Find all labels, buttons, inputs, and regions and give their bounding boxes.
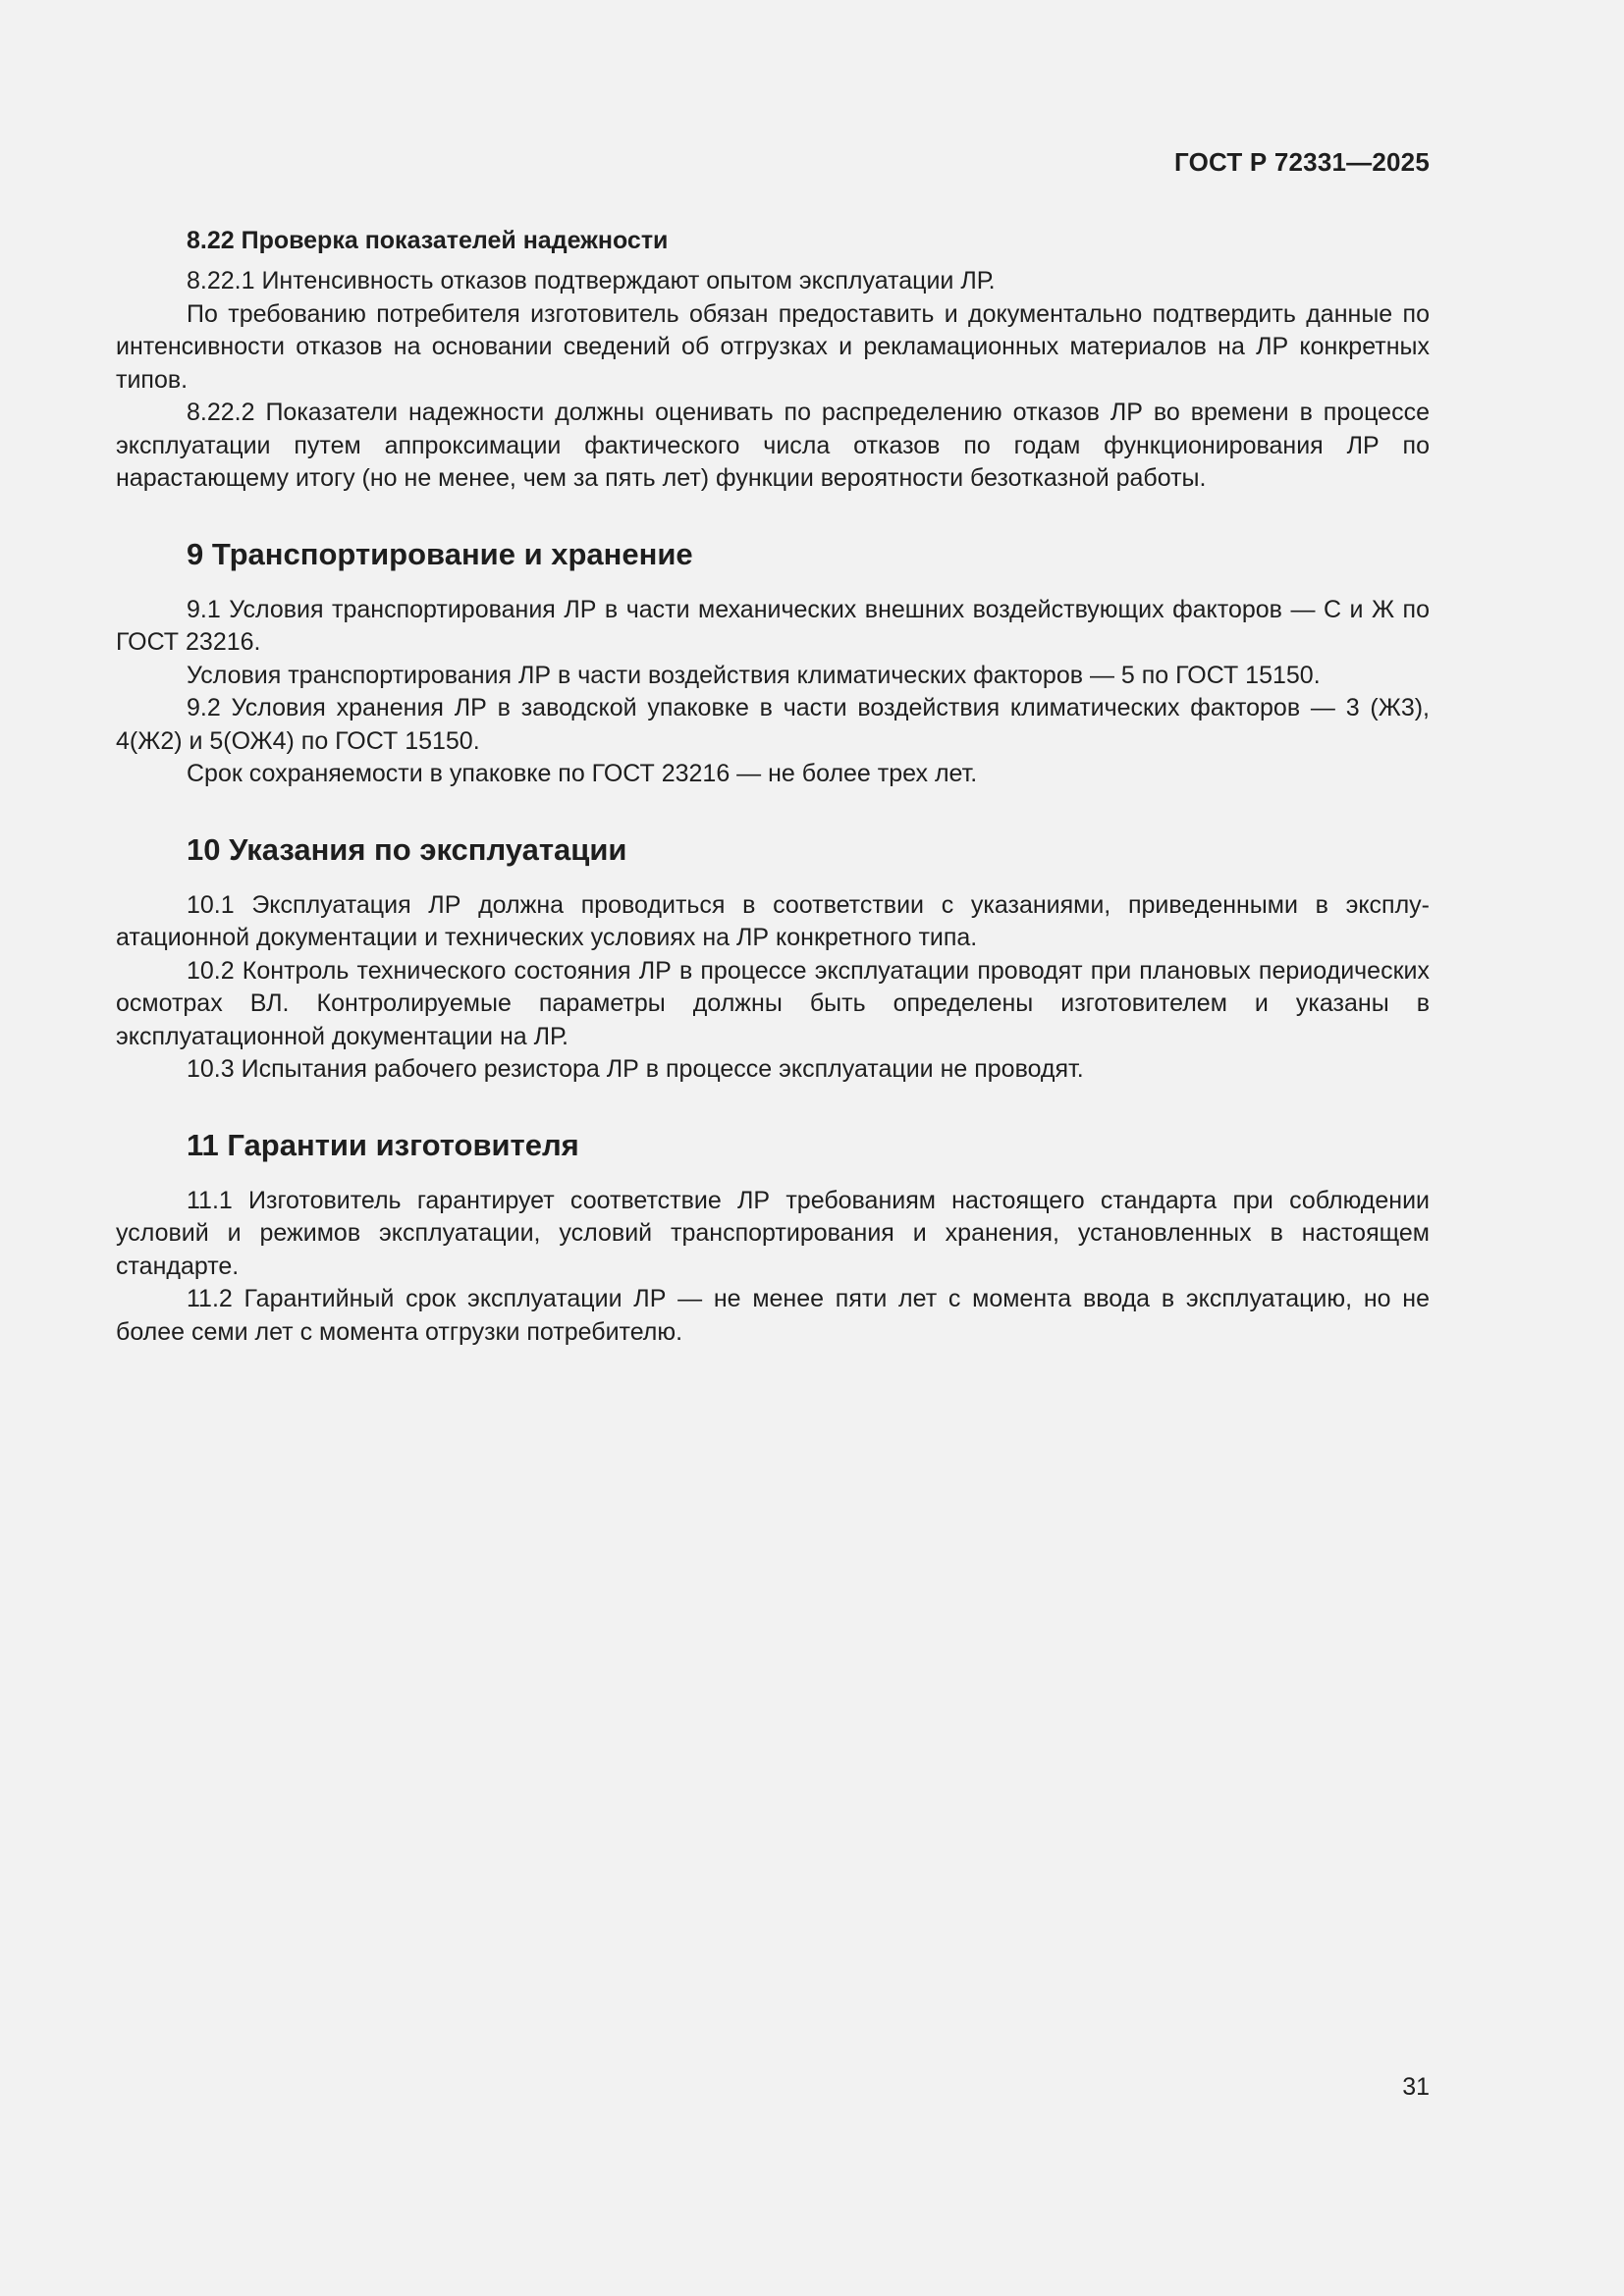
paragraph: 10.1 Эксплуатация ЛР должна проводиться в соответствии с указаниями, приведенными в эксплуатационной документации и технических условиях на ЛР конкретного типа. xyxy=(116,890,1430,951)
paragraph: 11.1 Изготовитель гарантирует соответствие ЛР требованиям настоящего стандарта при соблюдении условий и режимов эксплуатации, условий транспортирования и хранения, установленных в настоящем стандарте. xyxy=(116,1186,1430,1280)
paragraph: По требованию потребителя изготовитель обязан предоставить и документально подтвердить данные по интенсивности отказов на основании сведений об отгрузках и рекламационных материалов на ЛР конкретных типов. xyxy=(116,299,1430,394)
paragraph: 8.22.2 Показатели надежности должны оценивать по распределению отказов ЛР во времени в процессе эксплуатации путем аппроксимации фактического числа отказов по годам функционирования ЛР по нарастающему итогу (но не менее, чем за пять лет) функции вероятности безотказной работы. xyxy=(116,399,1430,492)
paragraph: 10.3 Испытания рабочего резистора ЛР в процессе эксплуатации не проводят. xyxy=(187,1055,1084,1083)
section-9 xyxy=(116,535,1430,791)
paragraph: 9.2 Условия хранения ЛР в заводской упаковке в части воздействия климатических факторов — 3 (Ж3), 4(Ж2) и 5(ОЖ4) по ГОСТ 15150. xyxy=(116,694,1430,755)
section-10 xyxy=(116,830,1430,1087)
section-heading: 11 Гарантии изготовителя xyxy=(187,1127,579,1162)
paragraph: 9.1 Условия транспортирования ЛР в части механических внешних воздействующих факторов — С и Ж по ГОСТ 23216. xyxy=(116,595,1430,656)
spacer xyxy=(116,1165,1430,1185)
section-heading: 10 Указания по эксплуатации xyxy=(187,831,627,867)
spacer xyxy=(116,870,1430,889)
paragraph: Срок сохраняемости в упаковке по ГОСТ 23216 — не более трех лет. xyxy=(187,760,978,787)
spacer xyxy=(116,791,1430,830)
spacer xyxy=(116,1087,1430,1126)
section-11 xyxy=(116,1126,1430,1350)
paragraph: 8.22.1 Интенсивность отказов подтверждают опытом эксплуатации ЛР. xyxy=(187,267,996,294)
document-code: ГОСТ Р 72331—2025 xyxy=(1174,147,1430,177)
spacer xyxy=(116,574,1430,594)
paragraph: 10.2 Контроль технического состояния ЛР в процессе эксплуатации проводят при плановых периодических осмотрах ВЛ. Контролируемые параметры должны быть определены изготовителем и указаны в эксплуатационной документации на ЛР. xyxy=(116,956,1430,1050)
section-8-22 xyxy=(116,224,1430,496)
document-page xyxy=(116,0,1430,2296)
paragraph: Условия транспортирования ЛР в части воздействия климатических факторов — 5 по ГОСТ 15150. xyxy=(187,661,1321,689)
spacer xyxy=(116,496,1430,535)
paragraph: 11.2 Гарантийный срок эксплуатации ЛР — не менее пяти лет с момента ввода в эксплуатацию, но не более семи лет с момента отгрузки потребителю. xyxy=(116,1285,1430,1346)
subsection-heading: 8.22 Проверка показателей надежности xyxy=(187,227,669,254)
document-body xyxy=(116,224,1430,1349)
section-heading: 9 Транспортирование и хранение xyxy=(187,536,693,571)
page-number: 31 xyxy=(1402,2073,1430,2101)
